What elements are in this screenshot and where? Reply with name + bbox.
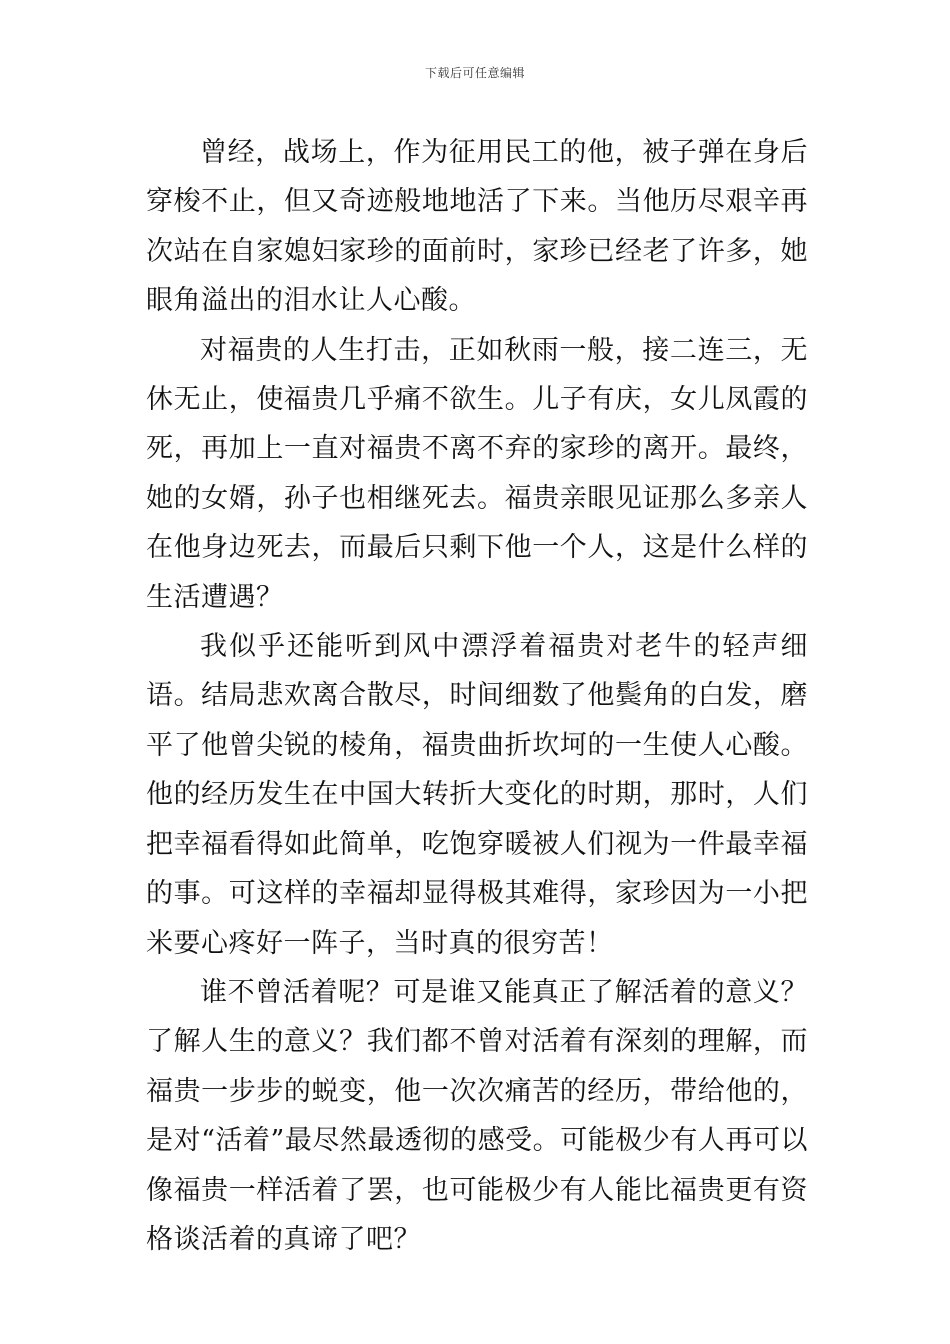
page-header: 下载后可任意编辑 — [424, 66, 525, 80]
document-body — [146, 128, 808, 1264]
paragraph-2: 对福贵的人生打击，正如秋雨一般，接二连三，无休无止，使福贵几乎痛不欲生。儿子有庆，女儿凤霞的死，再加上一直对福贵不离不弃的家珍的离开。最终，她的女婿，孙子也相继死去。福贵亲眼见证那么多亲人在他身边死去，而最后只剩下他一个人，这是什么样的生活遭遇？ — [146, 334, 808, 613]
paragraph-1: 曾经，战场上，作为征用民工的他，被子弹在身后穿梭不止，但又奇迹般地地活了下来。当他历尽艰辛再次站在自家媳妇家珍的面前时，家珍已经老了许多，她眼角溢出的泪水让人心酸。 — [146, 137, 808, 317]
paragraph-3: 我似乎还能听到风中漂浮着福贵对老牛的轻声细语。结局悲欢离合散尽，时间细数了他鬓角的白发，磨平了他曾尖锐的棱角，福贵曲折坎坷的一生使人心酸。他的经历发生在中国大转折大变化的时期，那时，人们把幸福看得如此简单，吃饱穿暖被人们视为一件最幸福的事。可这样的幸福却显得极其难得，家珍因为一小把米要心疼好一阵子，当时真的很穷苦！ — [146, 631, 808, 959]
paragraph-4: 谁不曾活着呢？可是谁又能真正了解活着的意义？了解人生的意义？我们都不曾对活着有深刻的理解，而福贵一步步的蜕变，他一次次痛苦的经历，带给他的，是对“活着”最尽然最透彻的感受。可能极少有人再可以像福贵一样活着了罢，也可能极少有人能比福贵更有资格谈活着的真谛了吧？ — [146, 976, 808, 1255]
